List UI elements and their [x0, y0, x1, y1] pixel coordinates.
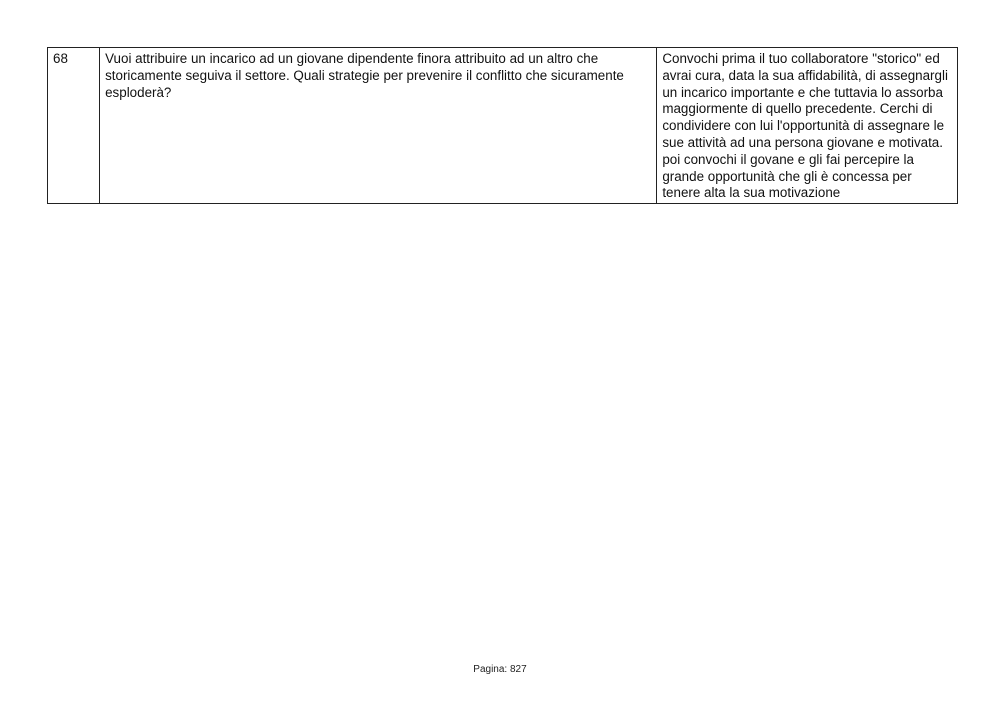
qa-table: [47, 47, 958, 204]
question-cell: Vuoi attribuire un incarico ad un giovane dipendente finora attribuito ad un altro che storicamente seguiva il settore. Quali strategie per prevenire il conflitto che sicuramente esploderà?: [100, 48, 657, 204]
page-number-footer: Pagina: 827: [473, 664, 527, 675]
answer-cell: Convochi prima il tuo collaboratore "storico" ed avrai cura, data la sua affidabilità, di assegnargli un incarico importante e che tuttavia lo assorba maggiormente di quello precedente. Cerchi di condividere con lui l'opportunità di assegnare le sue attività ad una persona giovane e motivata. poi convochi il govane e gli fai percepire la grande opportunità che gli è concessa per tenere alta la sua motivazione: [657, 48, 958, 204]
table-row: [48, 48, 958, 204]
row-number-cell: 68: [48, 48, 100, 204]
